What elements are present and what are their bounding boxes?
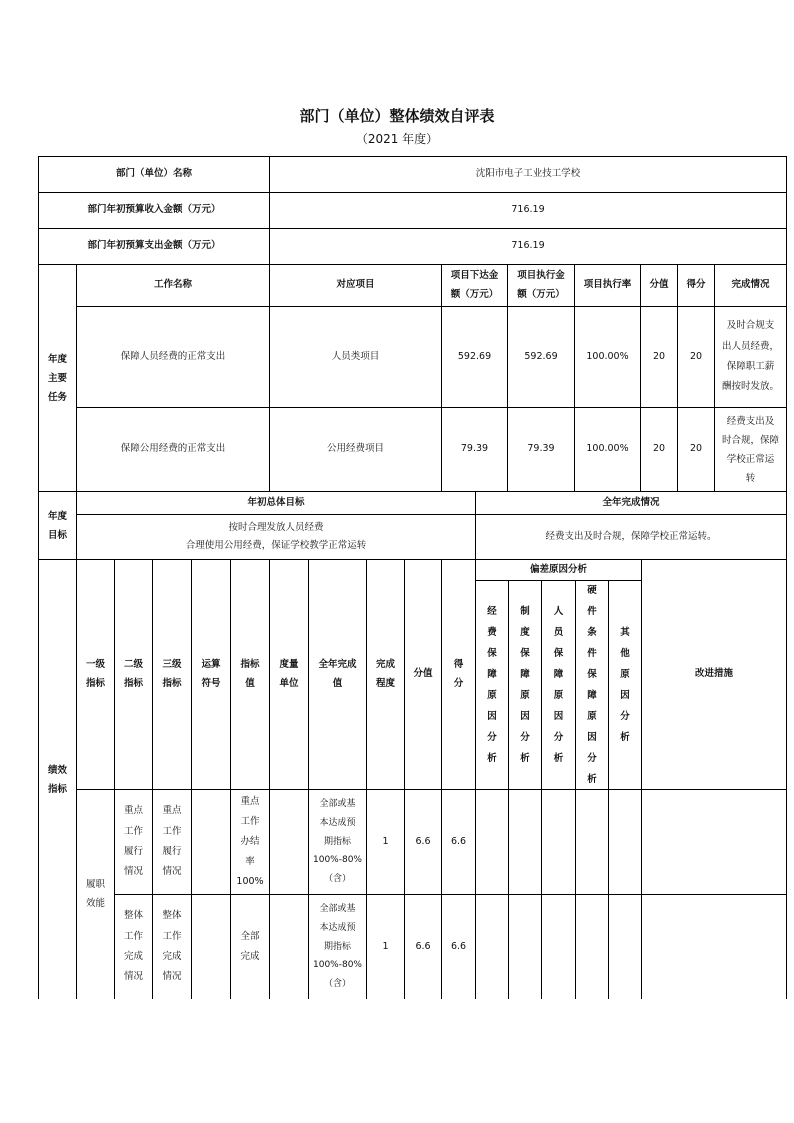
row1-degree: 1 xyxy=(366,789,405,895)
header-executed: 项目执行金 额（万元） xyxy=(507,264,575,307)
dept-value: 沈阳市电子工业技工学校 xyxy=(269,156,787,193)
header-unit: 度量 单位 xyxy=(269,559,309,790)
row1-unit xyxy=(269,789,309,895)
header-improvement: 改进措施 xyxy=(641,559,787,790)
header-deviation-system: 制 度 保 障 原 因 分 析 xyxy=(508,580,542,790)
header-deviation-hardware: 硬 件 条 件 保 障 原 因 分 析 xyxy=(575,580,609,790)
row2-deviation-system xyxy=(508,894,542,999)
header-score-value: 分值 xyxy=(404,559,442,790)
header-work-name: 工作名称 xyxy=(76,264,270,307)
row2-level2: 整体 工作 完成 情况 xyxy=(114,894,153,999)
task-work-name: 保障人员经费的正常支出 xyxy=(76,306,270,408)
task-score: 20 xyxy=(677,407,715,492)
row2-index-value: 全部 完成 xyxy=(230,894,270,999)
row2-degree: 1 xyxy=(366,894,405,999)
row1-deviation-personnel xyxy=(541,789,576,895)
row1-score: 6.6 xyxy=(441,789,476,895)
expense-value: 716.19 xyxy=(269,228,787,265)
task-rate: 100.00% xyxy=(574,306,641,408)
header-degree: 完成 程度 xyxy=(366,559,405,790)
row1-index-value: 重点 工作 办结 率 100% xyxy=(230,789,270,895)
header-deviation-personnel: 人 员 保 障 原 因 分 析 xyxy=(541,580,576,790)
header-project: 对应项目 xyxy=(269,264,442,307)
header-rate: 项目执行率 xyxy=(574,264,641,307)
initial-goal-text: 按时合理发放人员经费 合理使用公用经费，保证学校教学正常运转 xyxy=(76,514,476,560)
task-executed: 592.69 xyxy=(507,306,575,408)
task-completion: 经费支出及 时合规，保障 学校正常运 转 xyxy=(714,407,787,492)
row2-unit xyxy=(269,894,309,999)
row1-deviation-funding xyxy=(475,789,509,895)
dept-label: 部门（单位）名称 xyxy=(38,156,270,193)
header-score: 得分 xyxy=(677,264,715,307)
row2-score-value: 6.6 xyxy=(404,894,442,999)
row2-level3: 整体 工作 完成 情况 xyxy=(152,894,192,999)
goals-section-label: 年度 目标 xyxy=(38,491,77,560)
row1-deviation-hardware xyxy=(575,789,609,895)
initial-goal-header: 年初总体目标 xyxy=(76,491,476,515)
header-score: 得 分 xyxy=(441,559,476,790)
row1-improvement xyxy=(641,789,787,895)
tasks-section-label: 年度 主要 任务 xyxy=(38,264,77,492)
task-allocated: 79.39 xyxy=(441,407,508,492)
task-executed: 79.39 xyxy=(507,407,575,492)
row2-operator xyxy=(191,894,231,999)
header-index-value: 指标 值 xyxy=(230,559,270,790)
header-deviation-other: 其 他 原 因 分 析 xyxy=(608,580,642,790)
row2-score: 6.6 xyxy=(441,894,476,999)
task-rate: 100.00% xyxy=(574,407,641,492)
row1-operator xyxy=(191,789,231,895)
header-deviation-funding: 经 费 保 障 原 因 分 析 xyxy=(475,580,509,790)
task-score: 20 xyxy=(677,306,715,408)
header-level3: 三级 指标 xyxy=(152,559,192,790)
header-annual-value: 全年完成 值 xyxy=(308,559,367,790)
income-label: 部门年初预算收入金额（万元） xyxy=(38,192,270,229)
income-value: 716.19 xyxy=(269,192,787,229)
row2-improvement xyxy=(641,894,787,999)
completion-goal-text: 经费支出及时合规，保障学校正常运转。 xyxy=(475,514,787,560)
header-operator: 运算 符号 xyxy=(191,559,231,790)
row1-deviation-other xyxy=(608,789,642,895)
task-allocated: 592.69 xyxy=(441,306,508,408)
header-deviation-analysis: 偏差原因分析 xyxy=(475,559,642,581)
completion-goal-header: 全年完成情况 xyxy=(475,491,787,515)
header-score-value: 分值 xyxy=(640,264,678,307)
header-level2: 二级 指标 xyxy=(114,559,153,790)
row2-deviation-personnel xyxy=(541,894,576,999)
level1-value: 履职 效能 xyxy=(76,789,115,999)
header-completion: 完成情况 xyxy=(714,264,787,307)
page-title: 部门（单位）整体绩效自评表 xyxy=(299,107,495,125)
row2-annual-value: 全部或基 本达成预 期指标 100%-80% （含） xyxy=(308,894,367,999)
row1-level2: 重点 工作 履行 情况 xyxy=(114,789,153,895)
row2-deviation-funding xyxy=(475,894,509,999)
task-score-value: 20 xyxy=(640,306,678,408)
row1-deviation-system xyxy=(508,789,542,895)
row1-level3: 重点 工作 履行 情况 xyxy=(152,789,192,895)
row2-deviation-hardware xyxy=(575,894,609,999)
task-score-value: 20 xyxy=(640,407,678,492)
indicators-section-label: 绩效 指标 xyxy=(38,559,77,999)
header-level1: 一级 指标 xyxy=(76,559,115,790)
expense-label: 部门年初预算支出金额（万元） xyxy=(38,228,270,265)
row1-annual-value: 全部或基 本达成预 期指标 100%-80% （含） xyxy=(308,789,367,895)
task-completion: 及时合规支 出人员经费， 保障职工薪 酬按时发放。 xyxy=(714,306,787,408)
task-project: 人员类项目 xyxy=(269,306,442,408)
task-work-name: 保障公用经费的正常支出 xyxy=(76,407,270,492)
row2-deviation-other xyxy=(608,894,642,999)
page-subtitle: （2021 年度） xyxy=(355,132,439,146)
task-project: 公用经费项目 xyxy=(269,407,442,492)
row1-score-value: 6.6 xyxy=(404,789,442,895)
header-allocated: 项目下达金 额（万元） xyxy=(441,264,508,307)
